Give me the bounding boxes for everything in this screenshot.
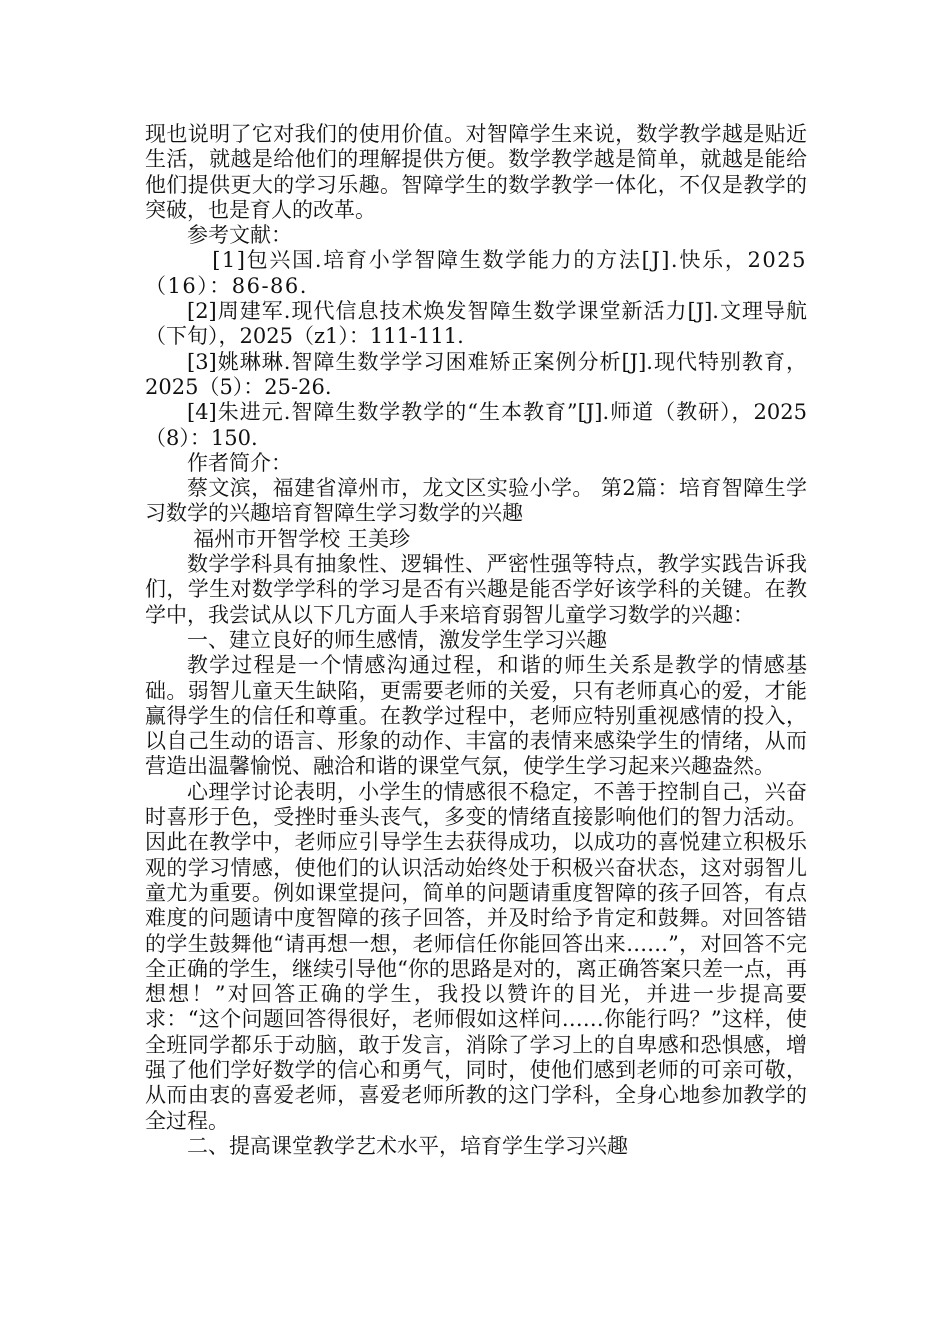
body-paragraph-1: 数学学科具有抽象性、逻辑性、严密性强等特点，教学实践告诉我们，学生对数学学科的学习是否有兴趣是能否学好该学科的关键。在教学中，我尝试从以下几方面人手来培育弱智儿童学习数学的兴趣：	[145, 552, 807, 627]
references-heading: 参考文献：	[187, 223, 292, 248]
body-paragraph-2: 教学过程是一个情感沟通过程，和谐的师生关系是教学的情感基础。弱智儿童天生缺陷，更需要老师的关爱，只有老师真心的爱，才能赢得学生的信任和尊重。在教学过程中，老师应特别重视感情的投入，以自己生动的语言、形象的动作、丰富的表情来感染学生的情绪，从而营造出温馨愉悦、融洽和谐的课堂气氛，使学生学习起来兴趣盎然。	[145, 653, 807, 779]
author-intro-heading: 作者简介：	[187, 450, 292, 475]
section-heading-1: 一、建立良好的师生感情，激发学生学习兴趣	[187, 627, 607, 652]
reference-item-4: [4]朱进元.智障生数学教学的“生本教育”[J].师道（教研），2025（8）：150.	[145, 400, 807, 450]
article-byline: 福州市开智学校 王美珍	[193, 526, 410, 551]
reference-item-2: [2]周建军.现代信息技术焕发智障生数学课堂新活力[J].文理导航（下旬），2025（z1）：111-111.	[145, 299, 807, 349]
section-heading-2: 二、提高课堂教学艺术水平，培育学生学习兴趣	[187, 1133, 628, 1158]
author-info-and-article-title: 蔡文滨，福建省漳州市，龙文区实验小学。 第2篇：培育智障生学习数学的兴趣培育智障生学习数学的兴趣	[145, 476, 807, 526]
document-page	[145, 122, 807, 1159]
intro-closing-paragraph: 现也说明了它对我们的使用价值。对智障学生来说，数学教学越是贴近生活，就越是给他们的理解提供方便。数学教学越是简单，就越是能给他们提供更大的学习乐趣。智障学生的数学教学一体化，不仅是教学的突破，也是育人的改革。	[145, 122, 807, 222]
reference-item-1: [1]包兴国.培育小学智障生数学能力的方法[J].快乐，2025（16）：86-86.	[145, 248, 807, 298]
body-paragraph-3: 心理学讨论表明，小学生的情感很不稳定，不善于控制自己，兴奋时喜形于色，受挫时垂头丧气，多变的情绪直接影响他们的智力活动。因此在教学中，老师应引导学生去获得成功，以成功的喜悦建立积极乐观的学习情感，使他们的认识活动始终处于积极兴奋状态，这对弱智儿童尤为重要。例如课堂提问，简单的问题请重度智障的孩子回答，有点难度的问题请中度智障的孩子回答，并及时给予肯定和鼓舞。对回答错的学生鼓舞他“请再想一想，老师信任你能回答出来……”，对回答不完全正确的学生，继续引导他“你的思路是对的，离正确答案只差一点，再想想！”对回答正确的学生，我投以赞许的目光，并进一步提高要求：“这个问题回答得很好，老师假如这样问……你能行吗？”这样，使全班同学都乐于动脑，敢于发言，消除了学习上的自卑感和恐惧感，增强了他们学好数学的信心和勇气，同时，使他们感到老师的可亲可敬，从而由衷的喜爱老师，喜爱老师所教的这门学科，全身心地参加教学的全过程。	[145, 779, 807, 1133]
reference-item-3: [3]姚琳琳.智障生数学学习困难矫正案例分析[J].现代特别教育，2025（5）：25-26.	[145, 349, 807, 399]
